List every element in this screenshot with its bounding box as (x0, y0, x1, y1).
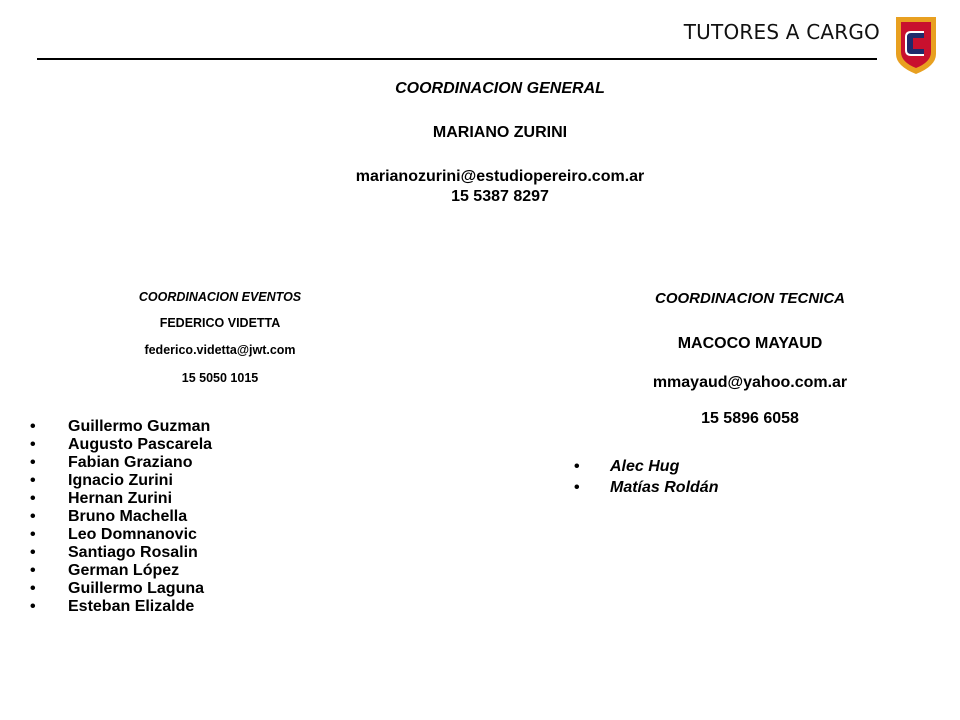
tecnica-name: MACOCO MAYAUD (677, 335, 823, 352)
bullet-icon: • (30, 580, 36, 597)
general-email: marianozurini@estudiopereiro.com.ar (355, 168, 645, 185)
list-item (30, 508, 212, 526)
tecnica-title: COORDINACION TECNICA (655, 290, 845, 307)
bullet-icon: • (30, 418, 36, 435)
member-name: Guillermo Guzman (68, 418, 211, 435)
member-name: Augusto Pascarela (68, 436, 213, 453)
list-item (30, 562, 212, 580)
member-name: German López (68, 562, 180, 579)
general-title: COORDINACION GENERAL (395, 80, 605, 97)
member-name: Ignacio Zurini (68, 472, 173, 489)
member-name: Guillermo Laguna (68, 580, 205, 597)
eventos-member-list (30, 418, 212, 616)
list-item (30, 580, 212, 598)
member-name: Fabian Graziano (68, 454, 193, 471)
tecnica-email: mmayaud@yahoo.com.ar (652, 374, 848, 391)
eventos-email: federico.videtta@jwt.com (144, 343, 296, 357)
bullet-icon: • (30, 472, 36, 489)
general-name: MARIANO ZURINI (432, 124, 568, 141)
eventos-title: COORDINACION EVENTOS (138, 290, 302, 304)
coordinacion-general (250, 80, 750, 206)
list-item (30, 454, 212, 472)
general-phone: 15 5387 8297 (451, 188, 549, 205)
member-name: Matías Roldán (610, 479, 719, 496)
tecnica-member-list (574, 456, 718, 498)
eventos-name: FEDERICO VIDETTA (159, 316, 281, 330)
bullet-icon: • (30, 544, 36, 561)
bullet-icon: • (30, 526, 36, 543)
list-item (30, 490, 212, 508)
member-name: Hernan Zurini (68, 490, 173, 507)
list-item (30, 436, 212, 454)
list-item (30, 526, 212, 544)
list-item (30, 418, 212, 436)
bullet-icon: • (30, 490, 36, 507)
bullet-icon: • (574, 458, 580, 475)
bullet-icon: • (30, 508, 36, 525)
member-name: Esteban Elizalde (68, 598, 195, 615)
list-item (30, 472, 212, 490)
bullet-icon: • (30, 598, 36, 615)
list-item (574, 477, 718, 498)
page-title: TUTORES A CARGO (683, 20, 880, 44)
member-name: Alec Hug (610, 458, 680, 475)
shield-logo-icon (893, 14, 939, 76)
list-item (30, 544, 212, 562)
bullet-icon: • (30, 454, 36, 471)
member-name: Bruno Machella (68, 508, 188, 525)
bullet-icon: • (30, 562, 36, 579)
list-item (30, 598, 212, 616)
coordinacion-tecnica (600, 290, 900, 428)
header-divider (37, 58, 877, 60)
member-name: Santiago Rosalin (68, 544, 198, 561)
tecnica-phone: 15 5896 6058 (701, 410, 799, 427)
coordinacion-eventos (70, 290, 370, 385)
bullet-icon: • (574, 479, 580, 496)
eventos-phone: 15 5050 1015 (181, 371, 259, 385)
list-item (574, 456, 718, 477)
bullet-icon: • (30, 436, 36, 453)
member-name: Leo Domnanovic (68, 526, 197, 543)
